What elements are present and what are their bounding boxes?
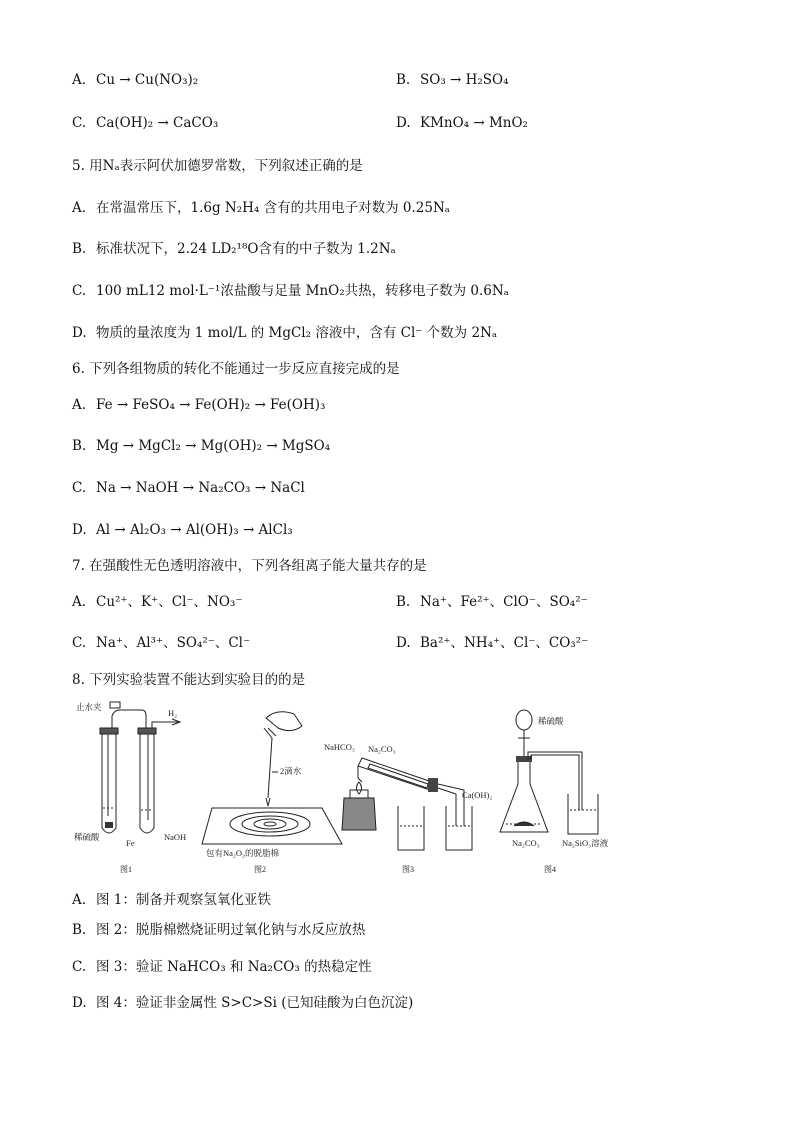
q8-option-a xyxy=(72,890,271,910)
stopper-icon xyxy=(100,728,118,734)
figure-3-apparatus xyxy=(324,742,492,874)
apparatus-figures xyxy=(72,698,632,878)
option-letter: A. xyxy=(72,594,87,610)
label-na2co3-flask: Na₂CO₃ xyxy=(512,838,540,848)
label-h2so4: 稀硫酸 xyxy=(538,716,564,726)
option-letter: C. xyxy=(72,959,87,975)
option-letter: B. xyxy=(396,72,411,88)
option-text: Ca(OH)₂ → CaCO₃ xyxy=(96,115,219,131)
option-text: SO₃ → H₂SO₄ xyxy=(420,72,509,88)
stopper-icon xyxy=(428,778,438,792)
caption-fig4: 图4 xyxy=(544,865,556,874)
q6-option-c xyxy=(72,478,305,498)
q8-option-d xyxy=(72,993,413,1013)
stopper-icon xyxy=(516,756,532,762)
q6-option-a xyxy=(72,395,325,415)
figure-4-apparatus xyxy=(500,710,609,874)
option-letter: A. xyxy=(72,892,87,908)
q4-option-c xyxy=(72,113,218,133)
option-letter: D. xyxy=(72,995,87,1011)
option-letter: C. xyxy=(72,115,87,131)
q5-stem: 5. 用Nₐ表示阿伏加德罗常数，下列叙述正确的是 xyxy=(72,158,363,174)
q7-option-a xyxy=(72,592,242,612)
option-text: Cu → Cu(NO₃)₂ xyxy=(96,72,199,88)
option-letter: B. xyxy=(72,438,87,454)
figure-2-apparatus xyxy=(202,712,342,874)
option-text: Na⁺、Al³⁺、SO₄²⁻、Cl⁻ xyxy=(96,635,251,651)
q4-option-d xyxy=(396,113,528,133)
iron-pieces xyxy=(105,822,113,828)
option-letter: B. xyxy=(72,922,87,938)
option-text: Na → NaOH → Na₂CO₃ → NaCl xyxy=(96,480,305,496)
option-letter: D. xyxy=(72,325,87,341)
option-text: 图 3：验证 NaHCO₃ 和 Na₂CO₃ 的热稳定性 xyxy=(96,959,372,975)
q6-option-b xyxy=(72,436,330,456)
caption-fig2: 图2 xyxy=(254,865,266,874)
q8-option-b xyxy=(72,920,365,940)
label-h2: H₂ xyxy=(168,708,178,718)
q5-option-b xyxy=(72,239,396,259)
option-text: 图 2：脱脂棉燃烧证明过氧化钠与水反应放热 xyxy=(96,922,366,938)
label-nahco3: NaHCO₃ xyxy=(324,742,355,752)
q4-option-b xyxy=(396,70,509,90)
q6-stem: 6. 下列各组物质的转化不能通过一步反应直接完成的是 xyxy=(72,361,400,377)
q7-stem: 7. 在强酸性无色透明溶液中，下列各组离子能大量共存的是 xyxy=(72,558,427,574)
option-text: 在常温常压下，1.6g N₂H₄ 含有的共用电子对数为 0.25Nₐ xyxy=(96,200,450,216)
option-letter: D. xyxy=(396,115,411,131)
option-letter: C. xyxy=(72,635,87,651)
option-letter: C. xyxy=(72,480,87,496)
q7-option-d xyxy=(396,633,588,653)
label-na2sio3: Na₂SiO₃溶液 xyxy=(562,838,609,848)
option-text: Na⁺、Fe²⁺、ClO⁻、SO₄²⁻ xyxy=(420,594,588,610)
label-cotton: 包有Na₂O₂的脱脂棉 xyxy=(206,848,279,858)
option-text: Al → Al₂O₃ → Al(OH)₃ → AlCl₃ xyxy=(96,522,293,538)
option-letter: A. xyxy=(72,397,87,413)
figure-1-apparatus xyxy=(74,702,186,874)
option-letter: D. xyxy=(72,522,87,538)
q8-option-c xyxy=(72,957,372,977)
hand-icon xyxy=(266,712,302,731)
option-letter: D. xyxy=(396,635,411,651)
option-text: 100 mL12 mol·L⁻¹浓盐酸与足量 MnO₂共热，转移电子数为 0.6Nₐ xyxy=(96,283,509,299)
label-naoh: NaOH xyxy=(164,832,187,842)
label-caoh2: Ca(OH)₂ xyxy=(462,790,493,800)
label-clamp: 止水夹 xyxy=(76,702,102,712)
option-text: 标准状况下，2.24 LD₂¹⁸O含有的中子数为 1.2Nₐ xyxy=(96,241,396,257)
label-na2co3: Na₂CO₃ xyxy=(368,744,396,754)
option-letter: B. xyxy=(396,594,411,610)
q7-option-c xyxy=(72,633,250,653)
q4-option-a xyxy=(72,70,198,90)
label-drops: 2滴水 xyxy=(280,766,302,776)
q8-figures xyxy=(72,698,632,878)
stopper-icon xyxy=(138,728,156,734)
option-letter: C. xyxy=(72,283,87,299)
option-text: 图 4：验证非金属性 S>C>Si (已知硅酸为白色沉淀) xyxy=(96,995,414,1011)
q7-option-b xyxy=(396,592,588,612)
q6-option-d xyxy=(72,520,293,540)
option-letter: A. xyxy=(72,200,87,216)
option-text: 图 1：制备并观察氢氧化亚铁 xyxy=(96,892,271,908)
option-letter: A. xyxy=(72,72,87,88)
q5-option-c xyxy=(72,281,509,301)
caption-fig1: 图1 xyxy=(120,865,132,874)
option-text: Cu²⁺、K⁺、Cl⁻、NO₃⁻ xyxy=(96,594,243,610)
label-fe: Fe xyxy=(126,838,135,848)
option-text: Fe → FeSO₄ → Fe(OH)₂ → Fe(OH)₃ xyxy=(96,397,326,413)
option-text: Ba²⁺、NH₄⁺、Cl⁻、CO₃²⁻ xyxy=(420,635,589,651)
caption-fig3: 图3 xyxy=(402,865,414,874)
option-letter: B. xyxy=(72,241,87,257)
option-text: 物质的量浓度为 1 mol/L 的 MgCl₂ 溶液中，含有 Cl⁻ 个数为 2Nₐ xyxy=(96,325,498,341)
option-text: KMnO₄ → MnO₂ xyxy=(420,115,528,131)
q8-stem: 8. 下列实验装置不能达到实验目的的是 xyxy=(72,672,306,688)
clamp-icon xyxy=(110,702,120,708)
option-text: Mg → MgCl₂ → Mg(OH)₂ → MgSO₄ xyxy=(96,438,331,454)
q5-option-a xyxy=(72,198,450,218)
label-dilute-acid: 稀硫酸 xyxy=(74,832,100,842)
q5-option-d xyxy=(72,323,497,343)
